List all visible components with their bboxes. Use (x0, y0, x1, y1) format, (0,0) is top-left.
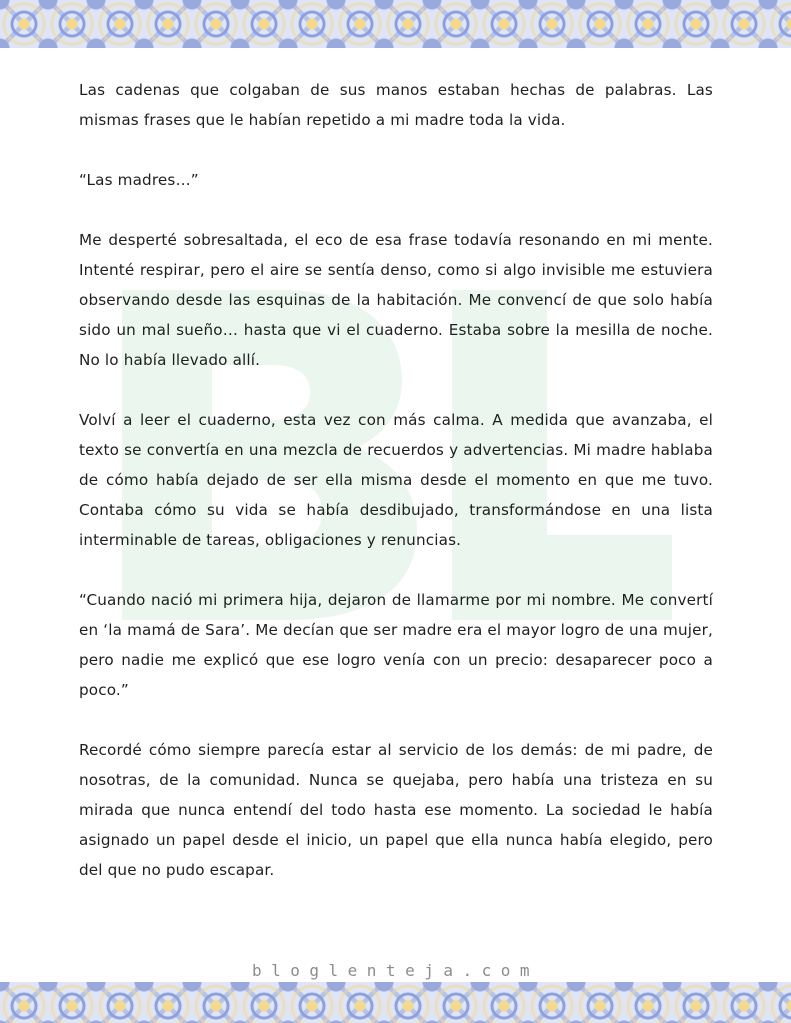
paragraph-2: “Las madres…” (79, 171, 199, 189)
paragraph-4: Volví a leer el cuaderno, esta vez con más calma. A medida que avanzaba, el texto se convertía en una mezcla de recuerdos y advertencias. Mi madre hablaba de cómo había dejado de ser ella misma desde el momento en que me tuvo. Contaba cómo su vida se había desdibujado, transformándose en una lista interminable de tareas, obligaciones y renuncias. (79, 411, 713, 549)
bottom-tile-border (0, 982, 791, 1023)
paragraph-6: Recordé cómo siempre parecía estar al servicio de los demás: de mi padre, de nosotras, de la comunidad. Nunca se quejaba, pero había una tristeza en su mirada que nunca entendí del todo hasta ese momento. La sociedad le había asignado un papel desde el inicio, un papel que ella nunca había elegido, pero del que no pudo escapar. (79, 741, 713, 879)
paragraph-5: “Cuando nació mi primera hija, dejaron de llamarme por mi nombre. Me convertí en ‘la mamá de Sara’. Me decían que ser madre era el mayor logro de una mujer, pero nadie me explicó que ese logro venía con un precio: desaparecer poco a poco.” (79, 591, 713, 699)
footer-site-name: bloglenteja.com (252, 961, 539, 980)
paragraph-3: Me desperté sobresaltada, el eco de esa frase todavía resonando en mi mente. Intenté respirar, pero el aire se sentía denso, como si algo invisible me estuviera observando desde las esquinas de la habitación. Me convencí de que solo había sido un mal sueño… hasta que vi el cuaderno. Estaba sobre la mesilla de noche. No lo había llevado allí. (79, 231, 713, 369)
paragraph-1: Las cadenas que colgaban de sus manos estaban hechas de palabras. Las mismas frases que le habían repetido a mi madre toda la vida. (79, 81, 713, 129)
top-tile-border (0, 0, 791, 48)
page-body (79, 75, 713, 885)
